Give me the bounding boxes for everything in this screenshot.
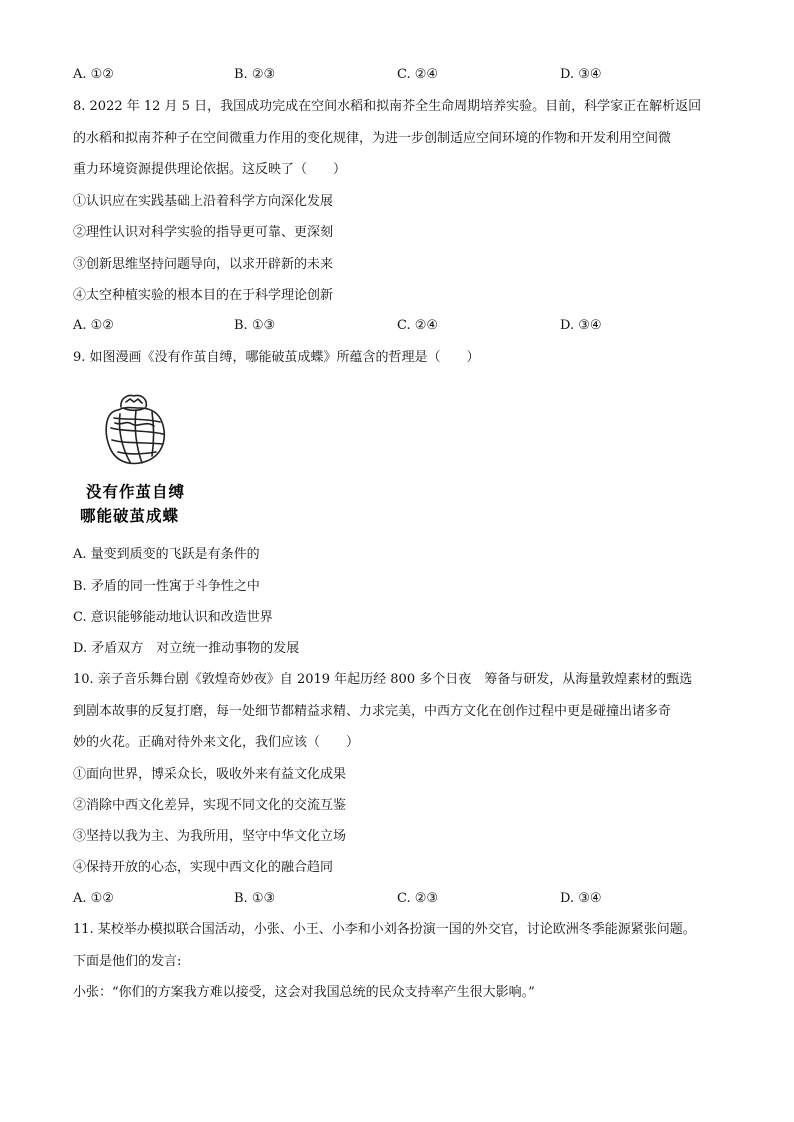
q7-option-b: B. ②③ [234,67,276,82]
q7-option-c: C. ②④ [397,67,439,82]
q11-stem-line-3: 小张：“你们的方案我方难以接受，这会对我国总统的民众支持率产生很大影响。” [73,985,535,1000]
q8-statement-1: ①认识应在实践基础上沿着科学方向深化发展 [73,194,334,209]
q10-stem-line-3: 妙的火花。正确对待外来文化，我们应该（ ） [73,735,360,750]
q10-statement-4: ④保持开放的心态，实现中西文化的融合趋同 [73,860,334,875]
q11-stem-line-1: 11. 某校举办模拟联合国活动，小张、小王、小李和小刘各扮演一国的外交官，讨论欧洲冬季能源紧张问题。 [73,922,696,937]
q9-choice-d: D. 矛盾双方 对立统一推动事物的发展 [73,641,300,656]
q8-option-b: B. ①③ [234,318,276,333]
q9-choice-c: C. 意识能够能动地认识和改造世界 [73,610,273,625]
q8-stem-line-2: 的水稻和拟南芥种子在空间微重力作用的变化规律，为进一步创制适应空间环境的作物和开发利用空间微 [73,131,672,146]
q11-stem-line-2: 下面是他们的发言: [73,954,182,969]
cocoon-cartoon [74,390,204,526]
q10-option-b: B. ①③ [234,891,276,906]
q10-option-d: D. ③④ [560,891,602,906]
q10-option-c: C. ②③ [397,891,439,906]
cartoon-caption-line-2: 哪能破茧成蝶 [80,507,180,525]
q8-option-d: D. ③④ [560,318,602,333]
q10-options [73,890,673,908]
q7-option-a: A. ①② [73,67,114,82]
q10-statement-2: ②消除中西文化差异，实现不同文化的交流互鉴 [73,798,347,813]
q10-stem-line-2: 到剧本故事的反复打磨，每一处细节都精益求精、力求完美，中西方文化在创作过程中更是碰撞出诸多奇 [73,704,672,719]
q8-statement-4: ④太空种植实验的根本目的在于科学理论创新 [73,288,334,303]
q7-options [73,66,673,84]
q8-statement-3: ③创新思维坚持问题导向，以求开辟新的未来 [73,257,334,272]
q7-option-d: D. ③④ [560,67,602,82]
q9-choice-a: A. 量变到质变的飞跃是有条件的 [73,547,260,562]
q10-statement-1: ①面向世界，博采众长，吸收外来有益文化成果 [73,767,347,782]
q8-stem-line-1: 8. 2022 年 12 月 5 日，我国成功完成在空间水稻和拟南芥全生命周期培养实验。目前，科学家正在解析返回 [73,99,702,114]
q8-stem-line-3: 重力环境资源提供理论依据。这反映了（ ） [73,162,347,177]
q10-option-a: A. ①② [73,891,114,906]
q9-choice-b: B. 矛盾的同一性寓于斗争性之中 [73,579,260,594]
q10-statement-3: ③坚持以我为主、为我所用，坚守中华文化立场 [73,829,347,844]
q10-stem-line-1: 10. 亲子音乐舞台剧《敦煌奇妙夜》自 2019 年起历经 800 多个日夜 筹备与研发，从海量敦煌素材的甄选 [73,672,693,687]
q8-options [73,317,673,335]
q9-stem: 9. 如图漫画《没有作茧自缚，哪能破茧成蝶》所蕴含的哲理是（ ） [73,350,480,365]
q8-statement-2: ②理性认识对科学实验的指导更可靠、更深刻 [73,225,334,240]
q8-option-c: C. ②④ [397,318,439,333]
cartoon-caption-line-1: 没有作茧自缚 [86,483,186,501]
q8-option-a: A. ①② [73,318,114,333]
